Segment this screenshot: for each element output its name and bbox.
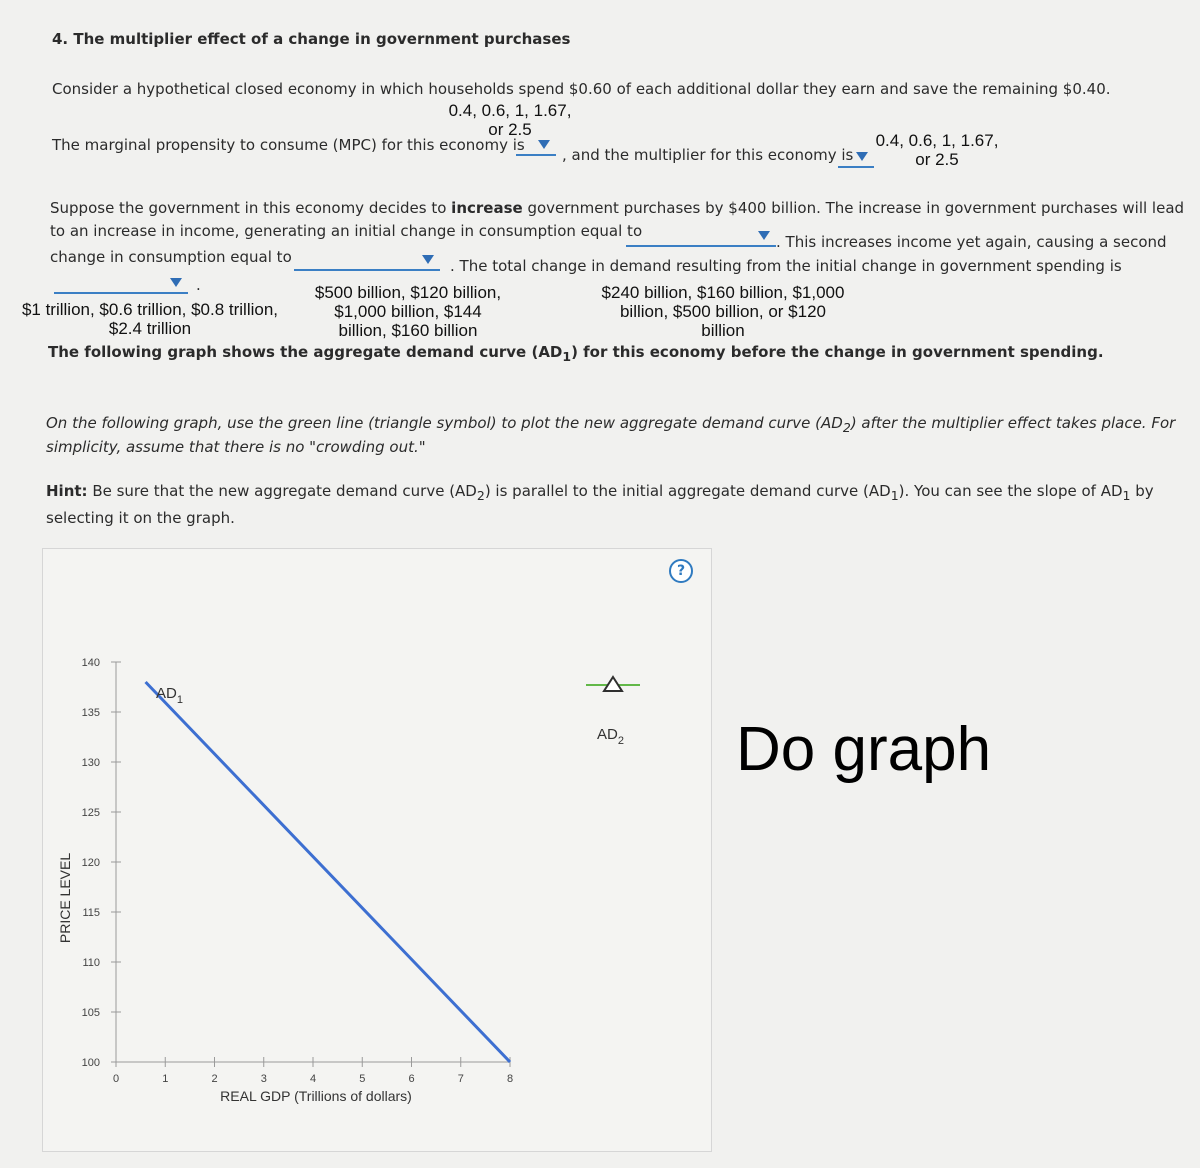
para2-line1: Suppose the government in this economy decides to increase government purchases by $400 billion. The increase in government purchases will lead (50, 199, 1185, 217)
total-change-options: $1 trillion, $0.6 trillion, $0.8 trillion, $2.4 trillion (21, 300, 279, 338)
x-tick-label: 2 (211, 1073, 218, 1085)
instruction-line2: simplicity, assume that there is no "crowding out." (46, 438, 426, 456)
hint-line1: Hint: Be sure that the new aggregate demand curve $(AD_2)$ is parallel to the initial aggregate demand curve $(AD_1)$. You can see the slope of $AD_1$ by (46, 482, 1154, 503)
second-change-options: $500 billion, $120 billion, $1,000 billion, $144 billion, $160 billion (314, 283, 502, 340)
ad-chart[interactable] (42, 548, 742, 1168)
x-tick-label: 0 (112, 1073, 120, 1085)
hint-line2: selecting it on the graph. (46, 509, 235, 527)
y-axis (82, 657, 121, 1069)
y-axis-label: PRICE LEVEL (57, 852, 73, 944)
ad1-label: $AD_1$ (156, 685, 183, 706)
x-axis-label: REAL GDP (Trillions of dollars) (220, 1088, 412, 1104)
x-tick-label: 6 (408, 1073, 415, 1085)
y-tick-label: 115 (82, 907, 100, 919)
instruction-line1: On the following graph, use the green line (triangle symbol) to plot the new aggregate demand curve $(AD_2)$ after the multiplier effect takes place. For (46, 414, 1176, 435)
initial-change-dropdown[interactable] (626, 229, 776, 247)
para2-line2b: . This increases income yet again, causing a second (776, 233, 1167, 251)
second-change-dropdown[interactable] (294, 253, 440, 271)
x-tick-label: 7 (457, 1073, 464, 1085)
question-title: 4. The multiplier effect of a change in government purchases (52, 30, 571, 48)
ad1-series[interactable] (146, 682, 510, 1062)
y-tick-label: 105 (81, 1007, 100, 1019)
graph-intro: The following graph shows the aggregate demand curve $(AD_1)$ for this economy before the change in government spending. (48, 343, 1104, 364)
ad2-tool[interactable] (586, 677, 640, 747)
x-tick-label: 4 (309, 1073, 317, 1085)
y-tick-label: 125 (81, 807, 100, 819)
total-change-dropdown[interactable] (54, 276, 188, 294)
do-graph-annotation: Do graph (736, 715, 992, 784)
intro-text: Consider a hypothetical closed economy in which households spend $0.60 of each additional dollar they earn and save the remaining $0.40. (52, 80, 1111, 98)
x-axis (113, 1057, 513, 1085)
initial-change-options: $240 billion, $160 billion, $1,000 billion, $500 billion, or $120 billion (601, 283, 845, 340)
ad2-tool-label: $AD_2$ (597, 726, 624, 747)
y-tick-label: 110 (82, 957, 100, 969)
help-icon[interactable]: ? (669, 559, 693, 583)
mpc-dropdown[interactable] (516, 138, 556, 156)
dropdown-arrow-icon (422, 255, 434, 264)
multiplier-label: , and the multiplier for this economy is (562, 146, 854, 164)
y-tick-label: 120 (81, 857, 100, 869)
mpc-label: The marginal propensity to consume (MPC) for this economy is (52, 136, 525, 154)
multiplier-options: 0.4, 0.6, 1, 1.67, or 2.5 (875, 131, 999, 169)
mpc-options: 0.4, 0.6, 1, 1.67, or 2.5 (448, 101, 572, 139)
x-tick-label: 8 (506, 1073, 514, 1085)
dropdown-arrow-icon (170, 278, 182, 287)
para2-line4-end: . (196, 276, 201, 294)
y-tick-label: 135 (81, 707, 100, 719)
para2-line3a: change in consumption equal to (50, 248, 292, 266)
para2-line2a: to an increase in income, generating an initial change in consumption equal to (50, 222, 643, 240)
dropdown-arrow-icon (538, 140, 550, 149)
ad1-line[interactable] (146, 682, 510, 1062)
para2-line3b: . The total change in demand resulting from the initial change in government spending is (450, 257, 1122, 275)
x-tick-label: 5 (359, 1073, 366, 1085)
y-tick-label: 130 (81, 757, 100, 769)
x-tick-label: 1 (162, 1073, 169, 1085)
dropdown-arrow-icon (758, 231, 770, 240)
y-tick-label: 140 (81, 657, 100, 669)
y-tick-label: 100 (81, 1057, 100, 1069)
x-tick-label: 3 (260, 1073, 267, 1085)
